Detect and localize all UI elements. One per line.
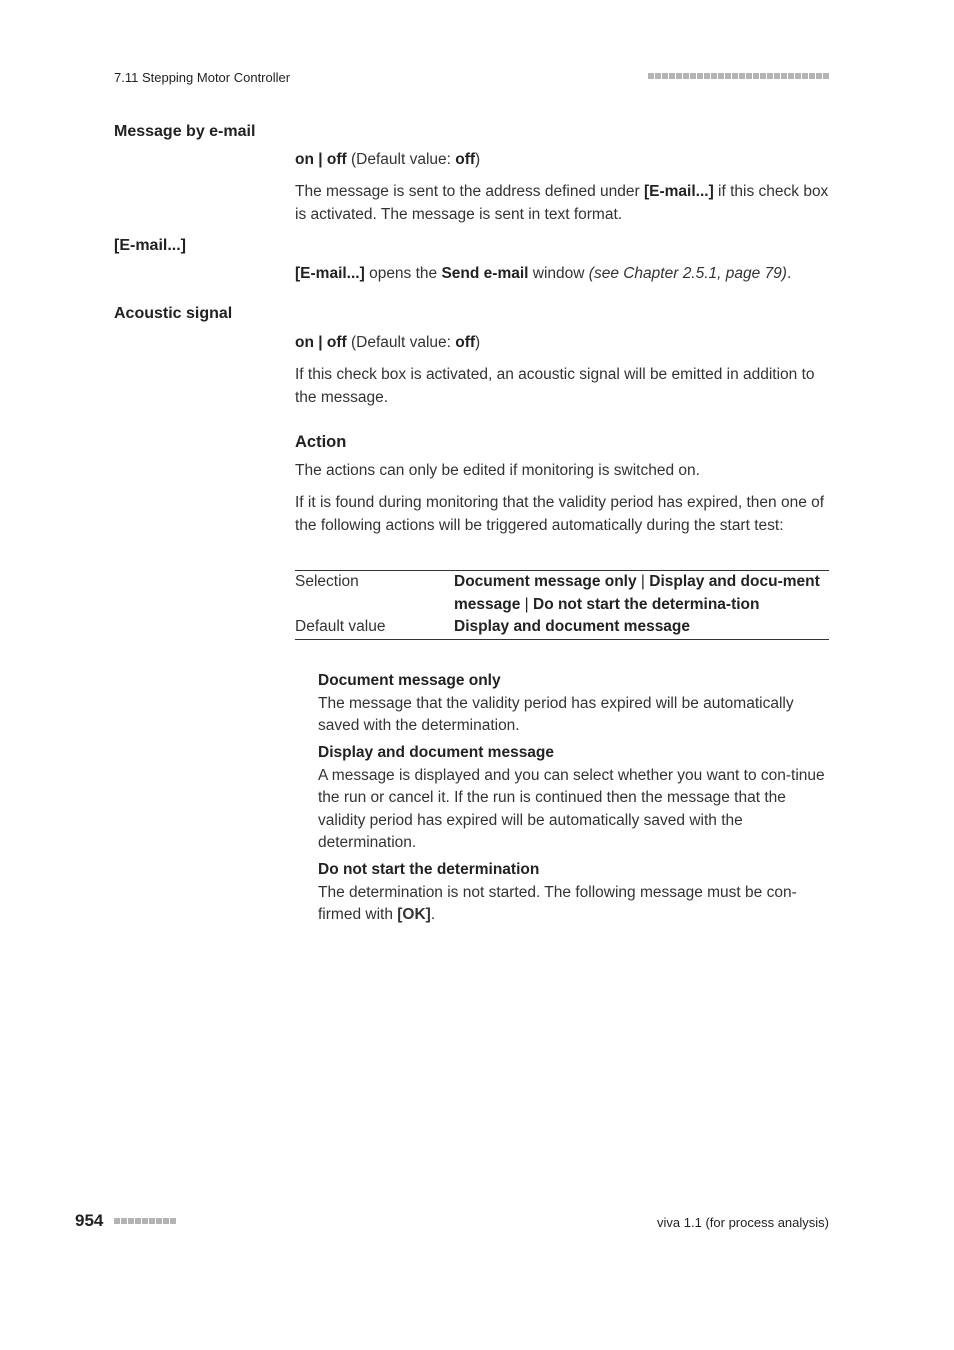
option-title: Display and document message xyxy=(318,744,555,761)
option-do-not-start xyxy=(318,859,833,927)
email-button-description xyxy=(295,263,835,286)
chapter-reference-link[interactable]: (see Chapter 2.5.1, page 79) xyxy=(588,265,787,282)
option-document-message-only xyxy=(318,670,833,738)
ok-button-ref: [OK] xyxy=(397,906,431,923)
desc-text: . xyxy=(786,265,792,282)
footer-decoration xyxy=(114,1218,176,1224)
desc-text: The message is sent to the address defined under xyxy=(295,183,644,200)
table-row-selection xyxy=(295,571,829,616)
action-paragraph-2: If it is found during monitoring that the validity period has expired, then one of the following actions will be triggered automatically during the start test: xyxy=(295,494,825,534)
message-by-email-values xyxy=(295,149,835,172)
values-on-off: on | off xyxy=(295,334,347,351)
selection-values xyxy=(454,571,829,616)
desc-text: The determination is not started. The following message must be con-firmed with xyxy=(318,883,797,923)
action-paragraph-1: The actions can only be edited if monitoring is switched on. xyxy=(295,462,700,479)
header-decoration xyxy=(648,73,829,79)
term-message-by-email: Message by e-mail xyxy=(114,123,256,140)
default-value-value: Display and document message xyxy=(454,618,691,635)
default-value-label: Default value xyxy=(295,618,386,635)
desc-text: if this check box is activated. The message is sent in text format. xyxy=(295,183,829,223)
send-email-window-ref: Send e-mail xyxy=(441,265,529,282)
footer-product: viva 1.1 (for process analysis) xyxy=(657,1215,829,1230)
selection-option: Display and docu-ment message xyxy=(454,573,820,613)
email-button-ref: [E-mail...] xyxy=(295,265,365,282)
option-description xyxy=(318,882,833,927)
option-display-and-document-message xyxy=(318,742,833,855)
default-close: ) xyxy=(475,334,481,351)
option-description: The message that the validity period has expired will be automatically saved with the determination. xyxy=(318,694,794,734)
table-row-default xyxy=(295,616,829,639)
default-label: (Default value: xyxy=(346,151,456,168)
selection-option: Document message only xyxy=(454,573,637,590)
message-by-email-description xyxy=(295,181,835,226)
running-header-section: 7.11 Stepping Motor Controller xyxy=(114,70,291,85)
default-value: off xyxy=(455,151,476,168)
desc-text: opens the xyxy=(364,265,442,282)
action-parameter-table xyxy=(295,570,829,640)
selection-separator: | xyxy=(636,573,650,590)
selection-option: Do not start the determina-tion xyxy=(533,595,760,613)
default-close: ) xyxy=(475,151,481,168)
selection-label: Selection xyxy=(295,573,359,590)
page-number: 954 xyxy=(75,1211,104,1230)
desc-email-ref: [E-mail...] xyxy=(643,183,714,200)
default-label: (Default value: xyxy=(346,334,456,351)
selection-separator: | xyxy=(520,595,533,613)
acoustic-signal-description: If this check box is activated, an acoustic signal will be emitted in addition to the message. xyxy=(295,366,815,406)
term-email-button: [E-mail...] xyxy=(114,237,187,254)
option-title: Do not start the determination xyxy=(318,861,540,878)
term-acoustic-signal: Acoustic signal xyxy=(114,305,233,322)
acoustic-signal-values xyxy=(295,332,835,355)
desc-text: . xyxy=(430,906,436,923)
desc-text: window xyxy=(528,265,589,282)
action-heading: Action xyxy=(295,433,347,451)
option-title: Document message only xyxy=(318,672,501,689)
default-value: off xyxy=(455,334,476,351)
values-on-off: on | off xyxy=(295,151,347,168)
option-description: A message is displayed and you can select whether you want to con-tinue the run or cancel it. If the run is continued then the message that the validity period has expired will be automatically saved with the determination. xyxy=(318,766,825,851)
